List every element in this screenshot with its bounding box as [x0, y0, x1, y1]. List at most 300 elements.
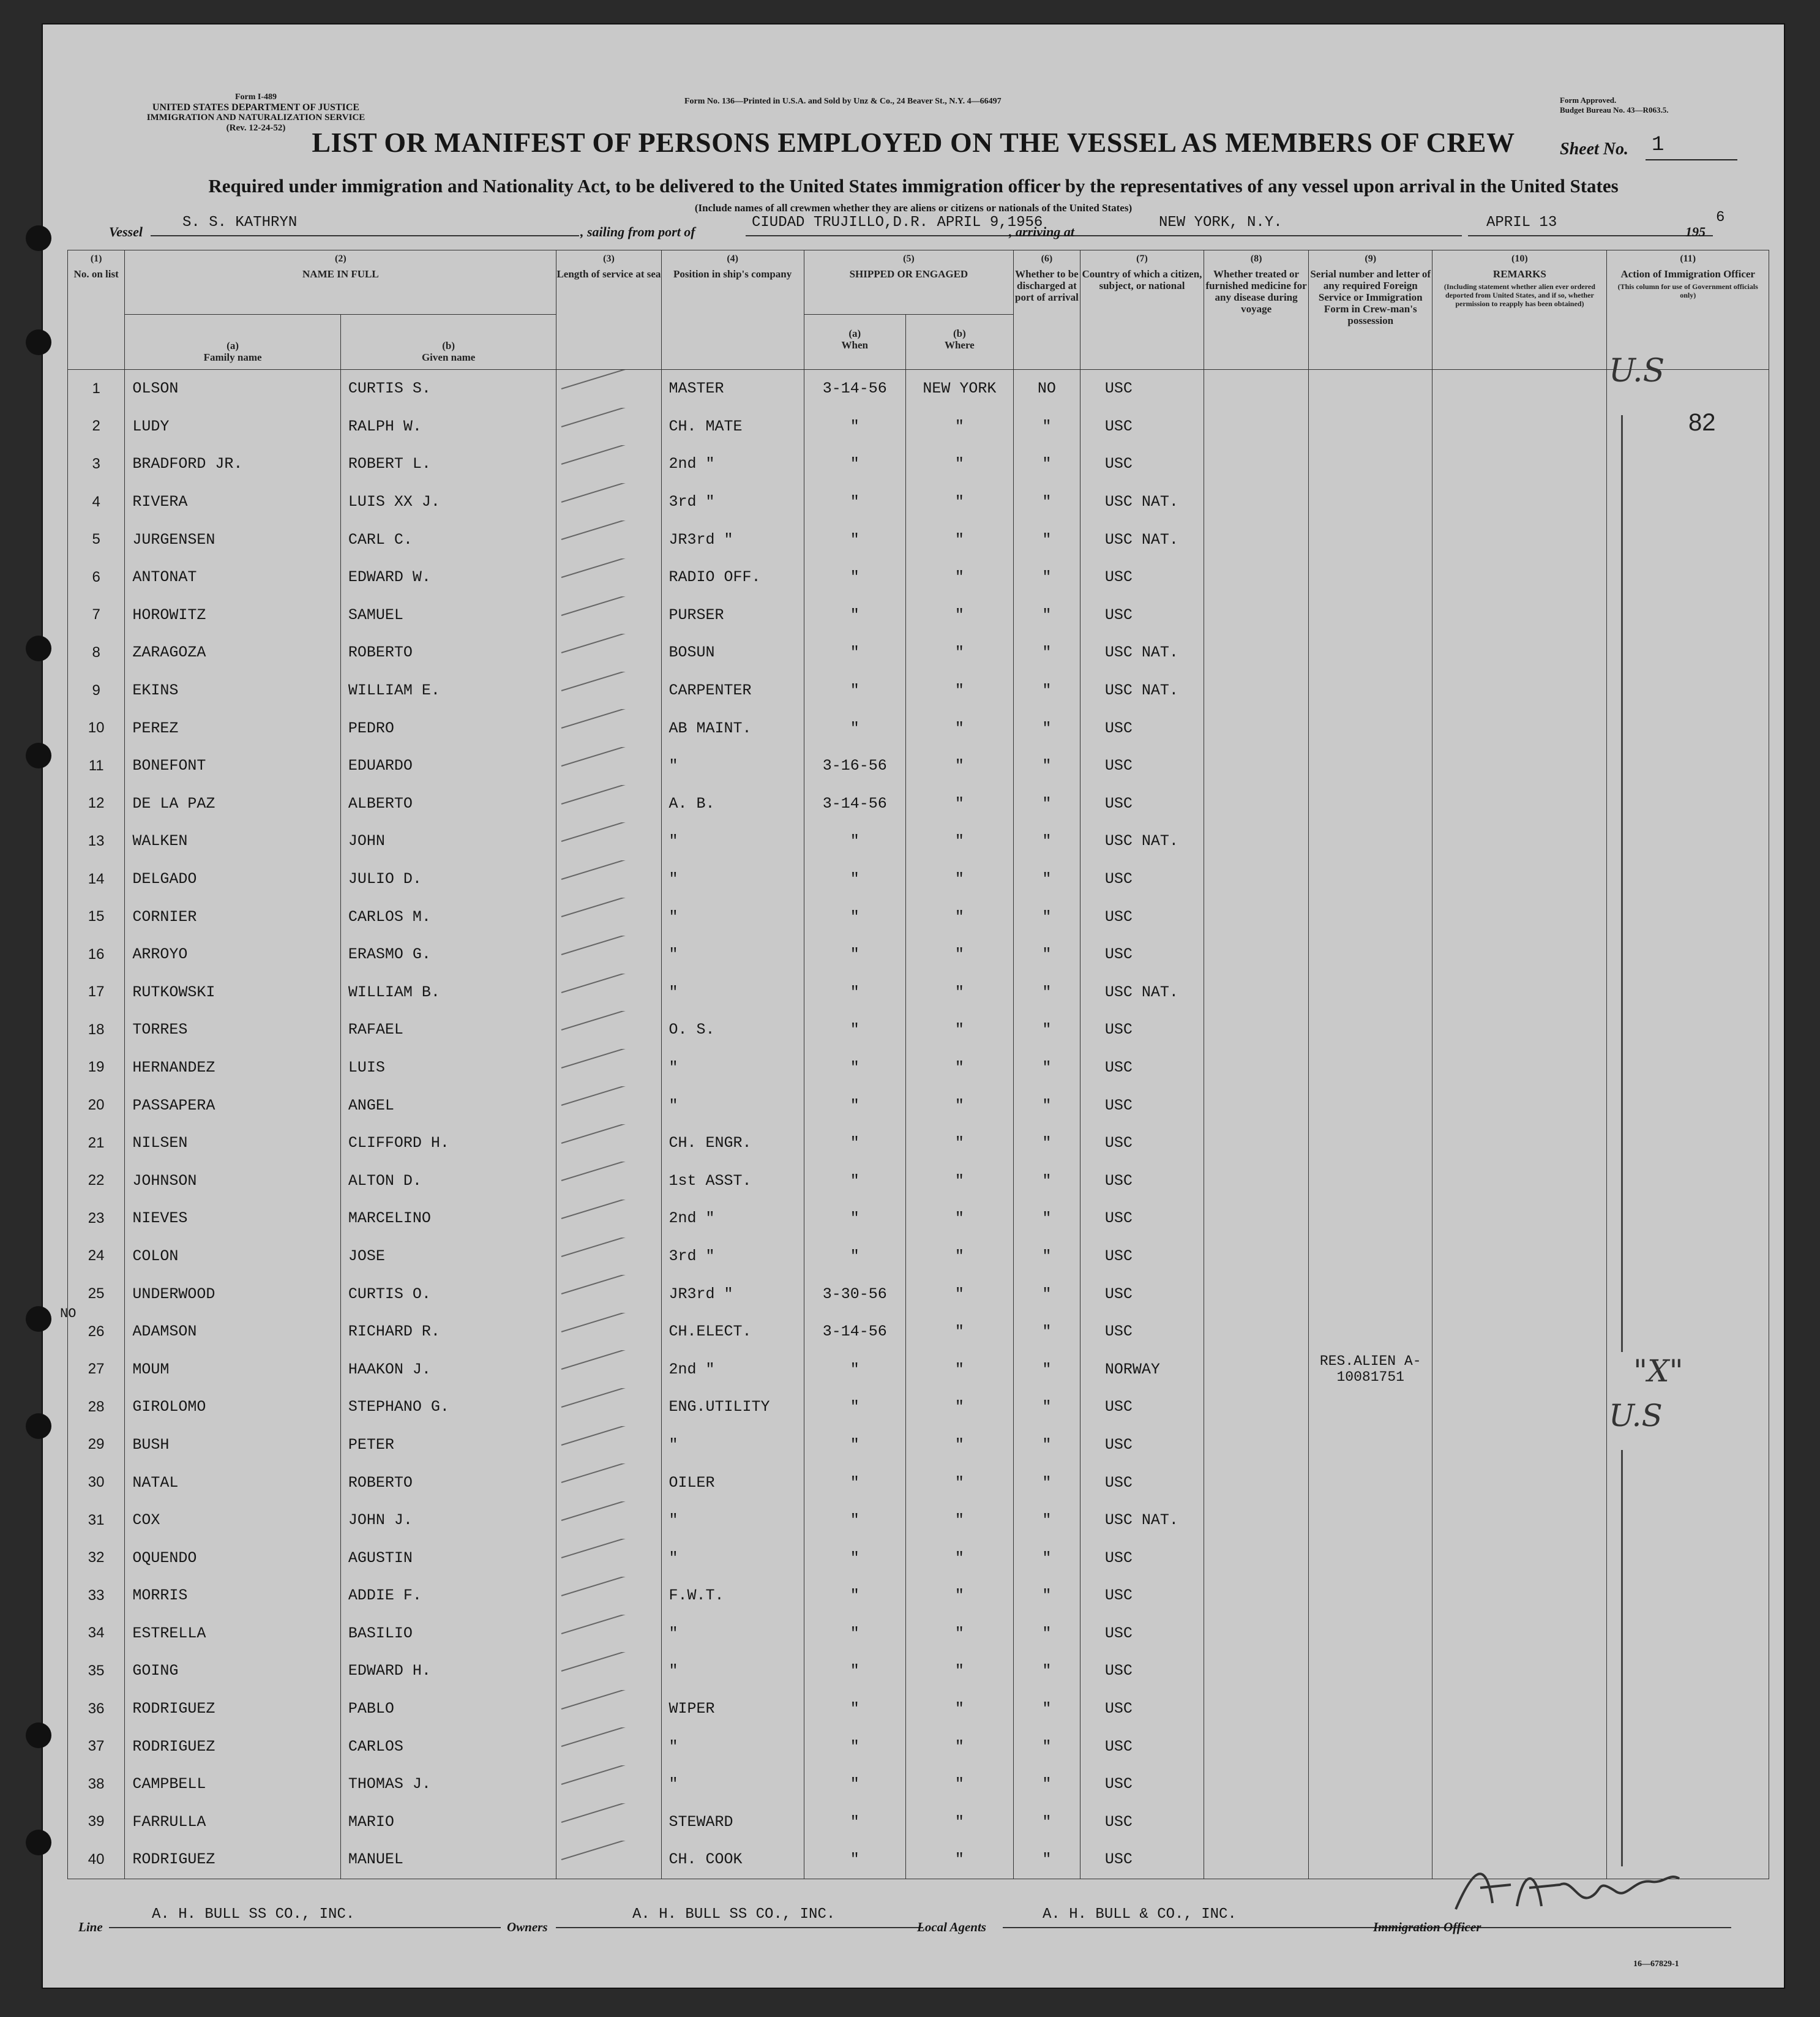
serial-number [1309, 1426, 1432, 1464]
table-row [68, 1615, 1769, 1653]
discharge-status: " [1013, 1238, 1080, 1275]
col-label: NAME IN FULL [302, 268, 379, 280]
family-name: MORRIS [125, 1577, 341, 1615]
service-length [556, 1124, 661, 1162]
shipped-when: " [804, 558, 905, 596]
medicine-status [1204, 1200, 1309, 1238]
departure-port: CIUDAD TRUJILLO,D.R. APRIL 9,1956 [752, 214, 1043, 231]
crew-number: 36 [68, 1690, 125, 1728]
family-name: COX [125, 1501, 341, 1539]
family-name: UNDERWOOD [125, 1275, 341, 1313]
citizenship: USC [1080, 445, 1204, 483]
citizenship: USC [1080, 1803, 1204, 1841]
citizenship: USC [1080, 1049, 1204, 1087]
table-row [68, 1350, 1769, 1388]
discharge-status: " [1013, 1652, 1080, 1690]
service-length [556, 1501, 661, 1539]
position: 2nd " [661, 1350, 804, 1388]
given-name: JOHN J. [340, 1501, 556, 1539]
medicine-status [1204, 1011, 1309, 1049]
shipped-when: " [804, 1615, 905, 1653]
citizenship: USC [1080, 747, 1204, 785]
officer-action [1607, 672, 1769, 710]
discharge-status: " [1013, 974, 1080, 1012]
remarks [1432, 558, 1607, 596]
given-name: LUIS [340, 1049, 556, 1087]
given-name: ADDIE F. [340, 1577, 556, 1615]
position: " [661, 1615, 804, 1653]
given-name: ALTON D. [340, 1162, 556, 1200]
crew-number: 34 [68, 1615, 125, 1653]
discharge-status: " [1013, 445, 1080, 483]
discharge-status: " [1013, 747, 1080, 785]
service-length [556, 1841, 661, 1879]
table-row [68, 370, 1769, 408]
shipped-where: " [905, 445, 1013, 483]
col-number: (2) [335, 254, 346, 264]
officer-action [1607, 974, 1769, 1012]
remarks [1432, 1238, 1607, 1275]
crew-number: 11 [68, 747, 125, 785]
col-note: (This column for use of Government officials only) [1617, 282, 1758, 299]
shipped-when: " [804, 1049, 905, 1087]
crew-rows [68, 370, 1769, 1879]
serial-number [1309, 1652, 1432, 1690]
form-number: Form I-489 [234, 92, 277, 102]
table-row [68, 1238, 1769, 1275]
discharge-status: " [1013, 936, 1080, 974]
crew-number: 19 [68, 1049, 125, 1087]
line-company: A. H. BULL SS CO., INC. [152, 1906, 355, 1923]
given-name: BASILIO [340, 1615, 556, 1653]
arrival-underline [1119, 235, 1462, 236]
given-name: ROBERTO [340, 1463, 556, 1501]
shipped-where: " [905, 558, 1013, 596]
owners-label: Owners [507, 1920, 548, 1934]
header-no-on-list [68, 250, 125, 370]
discharge-status: " [1013, 1313, 1080, 1351]
position: JR3rd " [661, 520, 804, 558]
shipped-when: " [804, 1200, 905, 1238]
citizenship: USC [1080, 785, 1204, 823]
col-number: (5) [903, 254, 915, 264]
table-row [68, 974, 1769, 1012]
shipped-where: " [905, 1162, 1013, 1200]
family-name: GIROLOMO [125, 1388, 341, 1426]
medicine-status [1204, 1463, 1309, 1501]
officer-action [1607, 634, 1769, 672]
table-row [68, 408, 1769, 446]
header-action-of-officer [1607, 250, 1769, 370]
citizenship: USC NAT. [1080, 1501, 1204, 1539]
shipped-when: " [804, 1539, 905, 1577]
remarks [1432, 1727, 1607, 1765]
position: " [661, 936, 804, 974]
position: AB MAINT. [661, 709, 804, 747]
shipped-when: " [804, 1388, 905, 1426]
serial-number [1309, 1086, 1432, 1124]
serial-number [1309, 1463, 1432, 1501]
citizenship: USC [1080, 1463, 1204, 1501]
medicine-status [1204, 1727, 1309, 1765]
serial-number [1309, 1124, 1432, 1162]
crew-number: 12 [68, 785, 125, 823]
shipped-where: " [905, 1388, 1013, 1426]
serial-number [1309, 747, 1432, 785]
col-label: REMARKS [1492, 268, 1546, 280]
position: " [661, 860, 804, 898]
officer-action [1607, 1011, 1769, 1049]
table-row [68, 520, 1769, 558]
shipped-when: " [804, 1124, 905, 1162]
discharge-status: " [1013, 1388, 1080, 1426]
shipped-where: NEW YORK [905, 370, 1013, 408]
crew-number: 32 [68, 1539, 125, 1577]
serial-number [1309, 709, 1432, 747]
shipped-where: " [905, 1803, 1013, 1841]
header-country [1080, 250, 1204, 370]
crew-number: 21 [68, 1124, 125, 1162]
shipped-where: " [905, 1577, 1013, 1615]
family-name: FARRULLA [125, 1803, 341, 1841]
serial-number [1309, 596, 1432, 634]
header-given-name [340, 315, 556, 370]
discharge-status: " [1013, 672, 1080, 710]
given-name: CURTIS S. [340, 370, 556, 408]
punch-hole [26, 1306, 51, 1332]
family-name: GOING [125, 1652, 341, 1690]
date-underline [1468, 235, 1713, 236]
service-length [556, 1200, 661, 1238]
shipped-when: " [804, 974, 905, 1012]
family-name: NATAL [125, 1463, 341, 1501]
medicine-status [1204, 370, 1309, 408]
header-where [905, 315, 1013, 370]
position: OILER [661, 1463, 804, 1501]
discharge-status: " [1013, 1275, 1080, 1313]
position: CH. ENGR. [661, 1124, 804, 1162]
shipped-when: " [804, 1577, 905, 1615]
header-medicine [1204, 250, 1309, 370]
table-row [68, 747, 1769, 785]
service-name: IMMIGRATION AND NATURALIZATION SERVICE [146, 113, 365, 122]
family-name: MOUM [125, 1350, 341, 1388]
remarks [1432, 1011, 1607, 1049]
crew-number: 26 [68, 1313, 125, 1351]
remarks [1432, 1652, 1607, 1690]
crew-number: 37 [68, 1727, 125, 1765]
service-length [556, 709, 661, 747]
service-length [556, 785, 661, 823]
position: O. S. [661, 1011, 804, 1049]
arrival-date: APRIL 13 [1486, 214, 1557, 231]
shipped-where: " [905, 520, 1013, 558]
given-name: RALPH W. [340, 408, 556, 446]
discharge-status: " [1013, 1162, 1080, 1200]
col-label: Serial number and letter of any required Foreign Service or Immigration Form in Crew-man's possession [1310, 268, 1431, 326]
medicine-status [1204, 709, 1309, 747]
shipped-when: " [804, 1765, 905, 1803]
service-length [556, 634, 661, 672]
col-label: Country of which a citizen, subject, or national [1082, 268, 1202, 291]
position: 1st ASST. [661, 1162, 804, 1200]
position: 2nd " [661, 1200, 804, 1238]
given-name: PEDRO [340, 709, 556, 747]
given-name: MANUEL [340, 1841, 556, 1879]
position: 2nd " [661, 445, 804, 483]
citizenship: USC [1080, 370, 1204, 408]
citizenship: NORWAY [1080, 1350, 1204, 1388]
citizenship: USC NAT. [1080, 483, 1204, 521]
header-length-of-service [556, 250, 661, 370]
shipped-when: 3-30-56 [804, 1275, 905, 1313]
officer-action [1607, 1124, 1769, 1162]
col-label: Whether to be discharged at port of arrival [1014, 268, 1079, 303]
shipped-where: " [905, 1200, 1013, 1238]
discharge-status: " [1013, 822, 1080, 860]
col-label: Family name [203, 351, 262, 363]
family-name: ESTRELLA [125, 1615, 341, 1653]
service-length [556, 1615, 661, 1653]
discharge-status: " [1013, 520, 1080, 558]
col-note: (Including statement whether alien ever ordered deported from United States, and if so, whether permission to reapply has been obtained) [1444, 282, 1595, 308]
officer-bracket-line [1621, 415, 1623, 1352]
given-name: PETER [340, 1426, 556, 1464]
officer-annotation-x: "X" [1633, 1353, 1683, 1389]
shipped-where: " [905, 898, 1013, 936]
remarks [1432, 1275, 1607, 1313]
crew-number: 3 [68, 445, 125, 483]
citizenship: USC [1080, 1539, 1204, 1577]
citizenship: USC [1080, 1238, 1204, 1275]
serial-number [1309, 1162, 1432, 1200]
medicine-status [1204, 1275, 1309, 1313]
position: RADIO OFF. [661, 558, 804, 596]
medicine-status [1204, 785, 1309, 823]
remarks [1432, 370, 1607, 408]
serial-number [1309, 634, 1432, 672]
crew-number: 1 [68, 370, 125, 408]
serial-number [1309, 445, 1432, 483]
shipped-when: " [804, 936, 905, 974]
discharge-status: " [1013, 483, 1080, 521]
medicine-status [1204, 634, 1309, 672]
arriving-label: , arriving at [1009, 224, 1074, 239]
shipped-when: " [804, 1011, 905, 1049]
vessel-name: S. S. KATHRYN [182, 214, 298, 231]
officer-action [1607, 1577, 1769, 1615]
shipped-where: " [905, 634, 1013, 672]
document-title: LIST OR MANIFEST OF PERSONS EMPLOYED ON THE VESSEL AS MEMBERS OF CREW [312, 127, 1515, 158]
service-length [556, 1388, 661, 1426]
crew-number: 25 [68, 1275, 125, 1313]
discharge-status: " [1013, 709, 1080, 747]
service-length [556, 1162, 661, 1200]
shipped-where: " [905, 1350, 1013, 1388]
shipped-when: " [804, 1350, 905, 1388]
remarks [1432, 709, 1607, 747]
remarks [1432, 672, 1607, 710]
shipped-where: " [905, 1238, 1013, 1275]
position: CH.ELECT. [661, 1313, 804, 1351]
voyage-details [42, 209, 1785, 240]
officer-action [1607, 1803, 1769, 1841]
serial-number [1309, 1727, 1432, 1765]
crew-number: 14 [68, 860, 125, 898]
table-row [68, 1388, 1769, 1426]
officer-action [1607, 1086, 1769, 1124]
remarks [1432, 860, 1607, 898]
punch-hole [26, 329, 51, 355]
citizenship: USC [1080, 1652, 1204, 1690]
shipped-when: " [804, 483, 905, 521]
officer-action [1607, 520, 1769, 558]
service-length [556, 1313, 661, 1351]
table-row [68, 672, 1769, 710]
shipped-where: " [905, 785, 1013, 823]
discharge-status: " [1013, 1350, 1080, 1388]
position: " [661, 1765, 804, 1803]
table-row [68, 860, 1769, 898]
discharge-status: " [1013, 558, 1080, 596]
crew-number: 8 [68, 634, 125, 672]
serial-number [1309, 558, 1432, 596]
crew-number: 20 [68, 1086, 125, 1124]
position: MASTER [661, 370, 804, 408]
family-name: ARROYO [125, 936, 341, 974]
crew-number: 10 [68, 709, 125, 747]
given-name: SAMUEL [340, 596, 556, 634]
remarks [1432, 1501, 1607, 1539]
service-length [556, 1426, 661, 1464]
shipped-where: " [905, 1086, 1013, 1124]
col-label: SHIPPED OR ENGAGED [849, 268, 968, 280]
serial-number [1309, 1388, 1432, 1426]
shipped-when: " [804, 860, 905, 898]
crew-number: 28 [68, 1388, 125, 1426]
remarks [1432, 1086, 1607, 1124]
medicine-status [1204, 1049, 1309, 1087]
family-name: BRADFORD JR. [125, 445, 341, 483]
serial-number [1309, 483, 1432, 521]
officer-annotation-us-lower: U.S [1609, 1398, 1663, 1433]
service-length [556, 520, 661, 558]
family-name: NILSEN [125, 1124, 341, 1162]
crew-number: 27 [68, 1350, 125, 1388]
citizenship: USC [1080, 1426, 1204, 1464]
given-name: HAAKON J. [340, 1350, 556, 1388]
remarks [1432, 1313, 1607, 1351]
position: CH. COOK [661, 1841, 804, 1879]
medicine-status [1204, 1426, 1309, 1464]
discharge-status: " [1013, 596, 1080, 634]
table-row [68, 1313, 1769, 1351]
discharge-status: " [1013, 1615, 1080, 1653]
medicine-status [1204, 1238, 1309, 1275]
punch-hole [26, 1722, 51, 1748]
serial-number [1309, 785, 1432, 823]
discharge-status: " [1013, 1426, 1080, 1464]
shipped-when: 3-14-56 [804, 370, 905, 408]
shipped-where: " [905, 1426, 1013, 1464]
service-length [556, 936, 661, 974]
shipped-where: " [905, 1765, 1013, 1803]
position: " [661, 1086, 804, 1124]
discharge-status: " [1013, 1539, 1080, 1577]
discharge-status: " [1013, 1501, 1080, 1539]
sheet-label: Sheet No. [1560, 140, 1628, 159]
given-name: CARL C. [340, 520, 556, 558]
family-name: RIVERA [125, 483, 341, 521]
service-length [556, 408, 661, 446]
shipped-when: " [804, 1463, 905, 1501]
family-name: RODRIGUEZ [125, 1727, 341, 1765]
serial-number [1309, 1275, 1432, 1313]
remarks [1432, 520, 1607, 558]
family-name: DE LA PAZ [125, 785, 341, 823]
department-name: UNITED STATES DEPARTMENT OF JUSTICE [152, 102, 360, 113]
shipped-when: " [804, 1162, 905, 1200]
agents-label: Local Agents [917, 1920, 986, 1934]
remarks [1432, 1765, 1607, 1803]
position: 3rd " [661, 483, 804, 521]
service-length [556, 747, 661, 785]
serial-number [1309, 1577, 1432, 1615]
table-row [68, 1803, 1769, 1841]
crew-number: 22 [68, 1162, 125, 1200]
medicine-status [1204, 747, 1309, 785]
given-name: PABLO [340, 1690, 556, 1728]
officer-action [1607, 1690, 1769, 1728]
table-row [68, 1049, 1769, 1087]
remarks [1432, 822, 1607, 860]
family-name: HOROWITZ [125, 596, 341, 634]
position: F.W.T. [661, 1577, 804, 1615]
serial-number [1309, 1841, 1432, 1879]
punch-hole [26, 636, 51, 661]
remarks [1432, 1350, 1607, 1388]
medicine-status [1204, 936, 1309, 974]
serial-number [1309, 1313, 1432, 1351]
medicine-status [1204, 1501, 1309, 1539]
citizenship: USC [1080, 1011, 1204, 1049]
shipped-where: " [905, 672, 1013, 710]
shipped-where: " [905, 1275, 1013, 1313]
table-row [68, 1463, 1769, 1501]
approval-note: Form Approved. [1560, 96, 1617, 105]
shipped-where: " [905, 1501, 1013, 1539]
header-serial-number [1309, 250, 1432, 370]
service-length [556, 1350, 661, 1388]
remarks [1432, 1803, 1607, 1841]
medicine-status [1204, 1350, 1309, 1388]
medicine-status [1204, 1124, 1309, 1162]
crew-number: 16 [68, 936, 125, 974]
position: " [661, 974, 804, 1012]
citizenship: USC [1080, 1162, 1204, 1200]
service-length [556, 445, 661, 483]
officer-action [1607, 1200, 1769, 1238]
row-margin-mark: NO [60, 1306, 77, 1321]
crew-number: 4 [68, 483, 125, 521]
serial-number [1309, 1765, 1432, 1803]
shipped-where: " [905, 1727, 1013, 1765]
family-name: OLSON [125, 370, 341, 408]
family-name: ANTONAT [125, 558, 341, 596]
citizenship: USC [1080, 1388, 1204, 1426]
given-name: WILLIAM E. [340, 672, 556, 710]
serial-number [1309, 1501, 1432, 1539]
